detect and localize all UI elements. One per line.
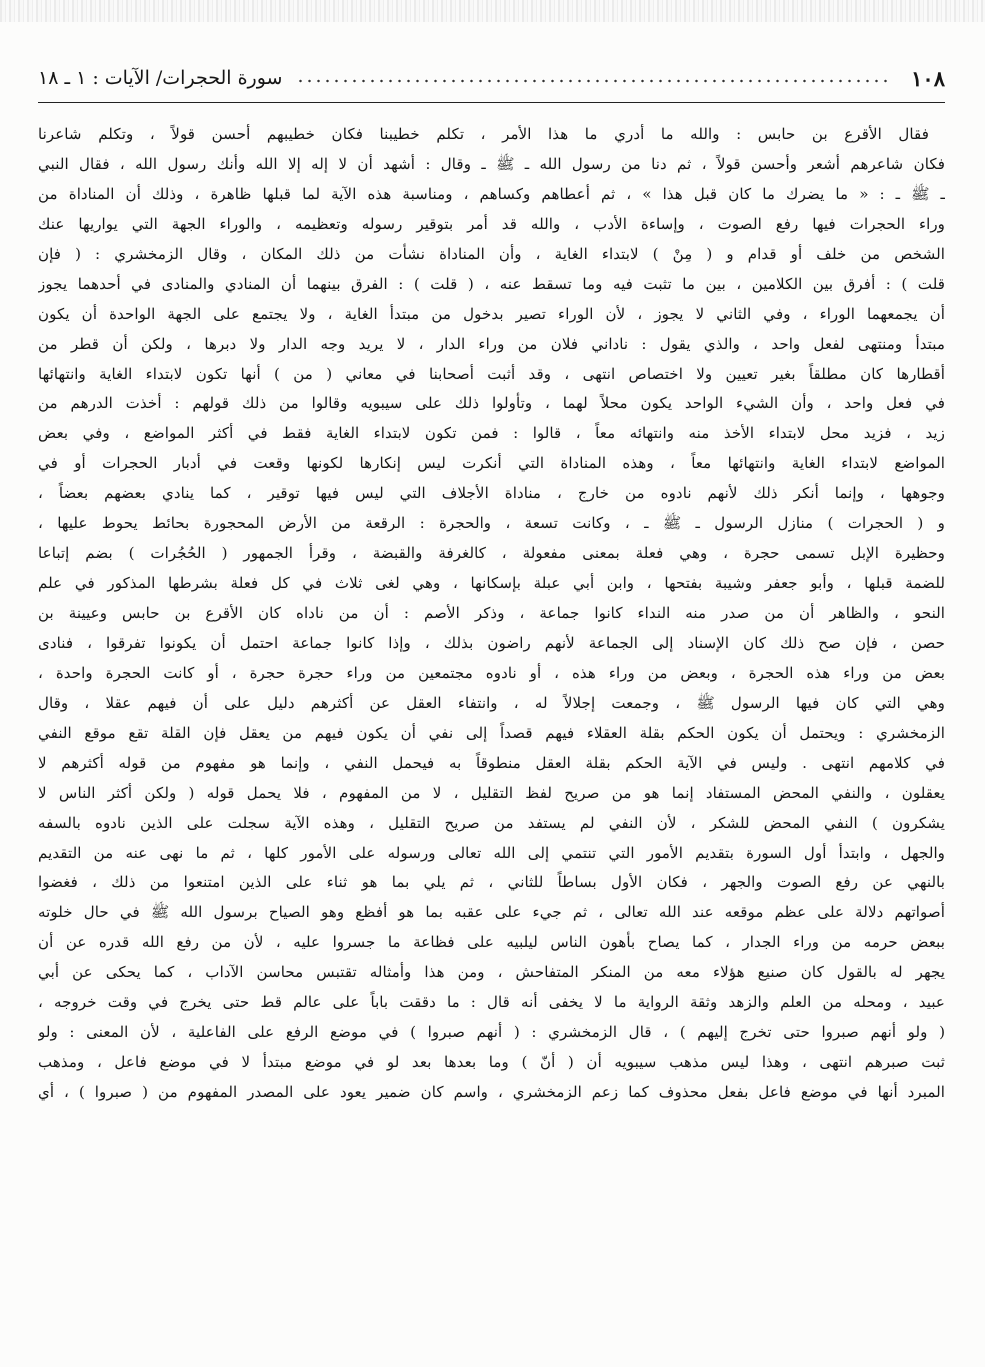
- text-line: فكان شاعرهم أشعر وأحسن قولاً ، ثم دنا من رسول الله ـ ﷺ ـ وقال : أشهد أن لا إله إلا الله وأنك رسول الله ، فقال النبي: [38, 154, 945, 173]
- running-title: سورة الحجرات/ الآيات : ١ ـ ١٨: [38, 67, 283, 89]
- body-text: [38, 120, 945, 1108]
- text-line: بعض من وراء هذه الحجرة ، وبعض من وراء هذه ، أو نادوه مجتمعين من وراء حجرة حجرة ، أو كانت الحجرة واحدة ،: [38, 663, 945, 682]
- text-line: المبرد أنها في موضع فاعل بفعل محذوف كما زعم الزمخشري ، واسم كان ضمير يعود على المصدر المفهوم من ( صبروا ) ، أي: [38, 1083, 945, 1101]
- text-line: حصن ، فإن صح ذلك كان الإسناد إلى الجماعة لأنهم راضون بذلك ، وإذا كانوا جماعة احتمل أن يكونوا تفرقوا ، فنادى: [38, 633, 945, 652]
- text-line: وجوهها ، وإنما أنكر ذلك لأنهم نادوه من خارج ، مناداة الأجلاف التي ليس فيها توقير ، كما ينادي بعضهم بعضاً ،: [38, 484, 945, 503]
- page-number: ١٠٨: [911, 65, 945, 91]
- text-line: النحو ، والظاهر أن من صدر منه النداء كانوا جماعة ، وذكر الأصم : أن من ناداه كان الأقرع بن حابس وعيينة بن: [38, 604, 945, 622]
- text-line: ( ولو أنهم صبروا حتى تخرج إليهم ) ، قال الزمخشري : ( أنهم صبروا ) في موضع الرفع على الفاعلية ، لأن المعنى : ولو: [38, 1023, 945, 1042]
- header-dot-leader: [296, 78, 889, 84]
- header-rule: [38, 102, 945, 103]
- text-line: وهي التي كان فيها الرسول ﷺ ، وجمعت إجلالاً له ، وانتفاء العقل عن أكثرهم دليل على أن فيهم عقلا ، وقال: [38, 693, 945, 712]
- text-line: أصواتهم دلالة على عظم موقعه عند الله تعالى ، ثم جيء على عقبه بما هو أفظع وهو الصياح برسول الله ﷺ في حال خلوته: [38, 903, 945, 922]
- text-line: زيد ، فزيد محل لابتداء الأخذ منه وانتهائه معاً ، قالوا : فمن تكون لابتداء الغاية فقط في أكثر المواضع ، وفي بعض: [38, 424, 945, 443]
- text-line: في كلامهم انتهى . وليس في الآية الحكم بقلة العقل منطوقاً به فيحمل النفي ، وإنما هو مفهوم من قوله أكثرهم لا: [38, 753, 945, 772]
- text-line: وحظيرة الإبل تسمى حجرة ، وهي فعلة بمعنى مفعولة ، كالغرفة والقبضة ، وقرأ الجمهور ( الحُجُرات ) بضم إتباعا: [38, 544, 945, 563]
- text-line: أقطارها كان مطلقاً بغير تعيين ولا اختصاص انتهى ، وقد أثبت أصحابنا في معاني ( من ) أنها تكون لابتداء الغاية وانتهائها: [38, 364, 945, 383]
- text-line: قلت ) : أفرق بين الكلامين ، بين ما تثبت فيه وما تسقط عنه ، ( قلت ) : الفرق بينهما أن المنادي والمنادى في أحدهما يجوز: [38, 274, 945, 293]
- text-line: والجهل ، وابتدأ أول السورة بتقديم الأمور التي تنتمي إلى الله تعالى ورسوله على الأمور كلها ، ثم ما نهى عنه من التقديم: [38, 843, 945, 862]
- text-line: و ( الحجرات ) منازل الرسول ـ ﷺ ـ ، وكانت تسعة ، والحجرة : الرقعة من الأرض المحجورة بحائط يحوط عليها ،: [38, 514, 945, 533]
- text-line: بالنهي عن رفع الصوت والجهر ، فكان الأول بساطاً للثاني ، ثم يلي بما هو ثناء على الذين امتنعوا من ذلك ، فغضوا: [38, 873, 945, 892]
- text-line: أن يجمعهما الوراء ، وفي الثاني لا يجوز ، لأن الوراء تصير بدخول من مبتدأ الغاية ، ولا يجتمع على الجهة الواحدة أن يكون: [38, 304, 945, 323]
- text-line: الشخص من خلف أو قدام و ( مِنْ ) لابتداء الغاية ، وأن المناداة نشأت من ذلك المكان ، وقال الزمخشري : ( فإن: [38, 244, 945, 263]
- text-line: مبتدأ ومنتهى لفعل واحد ، والذي يقول : ناداني فلان من وراء الدار ، لا يريد وجه الدار ولا دبرها ، ولكن أن قطر من: [38, 334, 945, 353]
- text-line: يجهر له بالقول كان صنيع هؤلاء معه من المنكر المتفاحش ، ومن هذا وأمثاله تقتبس محاسن الآداب ، كما يحكى عن أبي: [38, 963, 945, 982]
- text-line: عبيد ، ومحله من العلم والزهد وثقة الرواية ما لا يخفى أنه قال : ما دققت باباً على عالم قط حتى يخرج في وقت خروجه ،: [38, 993, 945, 1012]
- text-line: الزمخشري : ويحتمل أن يكون الحكم بقلة العقلاء فيهم قصداً إلى نفي أن يكون فيهم من يعقل فإن القلة تقع موقع النفي: [38, 723, 945, 742]
- text-line: يشكرون ) النفي المحض للشكر ، لأن النفي لم يستفد من صريح التقليل ، وهذه الآية سجلت على الذين نادوه بالسفه: [38, 813, 945, 832]
- page-header: [38, 58, 945, 98]
- text-line: للضمة قبلها ، وأبو جعفر وشيبة بفتحها ، وابن أبي عبلة بإسكانها ، وهي لغى ثلاث في كل فعلة بشرطها المذكور في علم: [38, 574, 945, 593]
- text-line: ببعض حرمه من وراء الجدار ، كما يصاح بأهون الناس ليلبيه على فظاعة ما جسروا عليه ، لأن من رفع الله قدره عن أن: [38, 933, 945, 952]
- text-line: ـ ﷺ ـ : « ما يضرك ما كان قبل هذا » ، ثم أعطاهم وكساهم ، ومناسبة هذه الآية لما قبلها ظاهرة ، وذلك أن المناداة من: [38, 184, 945, 203]
- scan-edge-noise: [0, 0, 985, 22]
- text-line: فقال الأقرع بن حابس : والله ما أدري ما هذا الأمر ، تكلم خطيبنا فكان خطيبهم أحسن قولاً ، وتكلم شاعرنا: [38, 125, 929, 143]
- text-line: المواضع لابتداء الغاية وانتهائها معاً ، وهذه المناداة التي أنكرت ليس إنكارها لكونها وقعت في أدبار الحجرات أو في: [38, 454, 945, 473]
- text-line: يعقلون ، والنفي المحض المستفاد إنما هو من صريح لفظ التقليل ، لا من المفهوم ، فلا يحمل قوله ( ولكن أكثر الناس لا: [38, 783, 945, 802]
- text-line: وراء الحجرات فيها رفع الصوت ، وإساءة الأدب ، والله قد أمر بتوقير رسوله وتعظيمه ، والوراء الجهة التي يواريها عنك: [38, 214, 945, 233]
- text-line: ثبت صبرهم انتهى ، وهذا ليس مذهب سيبويه أن ( أنّ ) وما بعدها بعد لو في موضع مبتدأ لا في موضع فاعل ، ومذهب: [38, 1053, 945, 1072]
- text-line: في فعل واحد ، وأن الشيء الواحد يكون محلاً لهما ، وتأولوا ذلك على سيبويه وقالوا من ذلك قولهم : أخذت الدرهم من: [38, 394, 945, 413]
